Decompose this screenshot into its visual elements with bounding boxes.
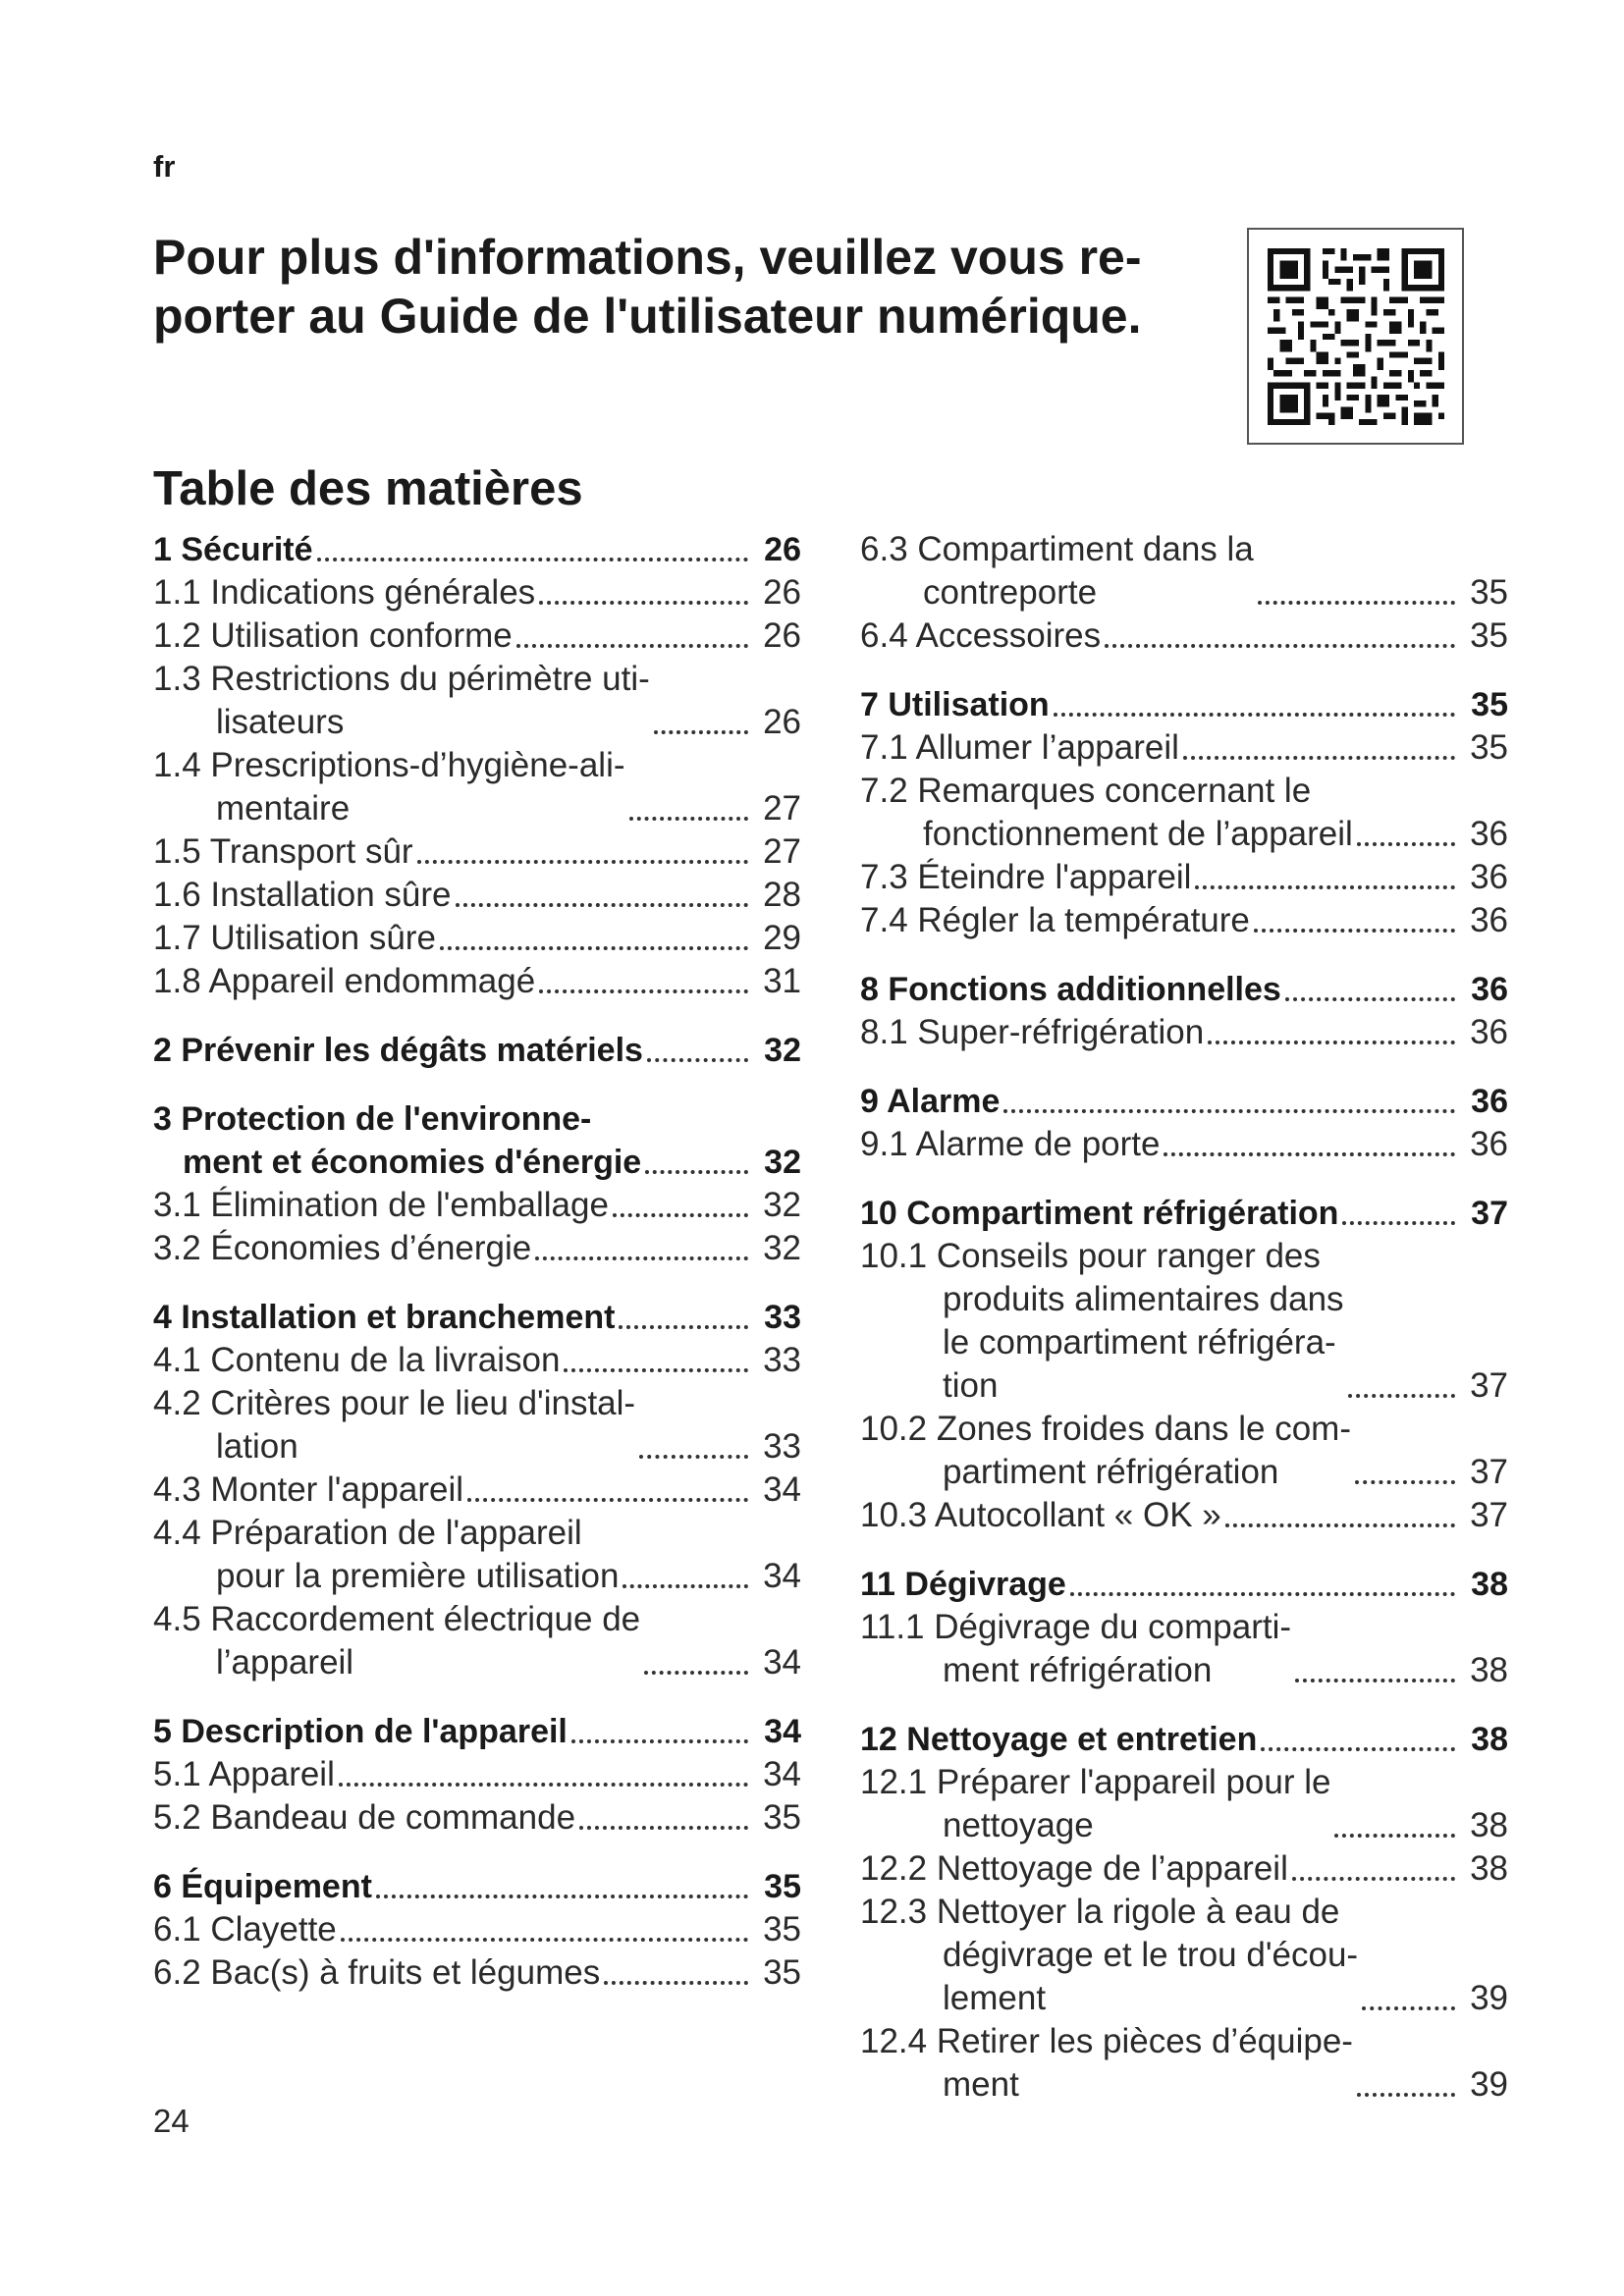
toc-entry[interactable] [153,1512,801,1598]
toc-entry[interactable] [860,899,1508,942]
leader-dots [1054,699,1455,717]
leader-dots [1362,1993,1455,2010]
language-code: fr [153,149,176,184]
toc-page-number: 35 [763,1910,801,1949]
toc-page-number: 34 [763,1643,801,1682]
toc-label: 1.7 Utilisation sûre [153,919,436,957]
leader-dots [1342,1207,1455,1225]
toc-page-number: 35 [1470,573,1508,612]
toc-page-number: 36 [1470,1013,1508,1051]
toc-section-4 [153,1296,801,1684]
toc-page-number: 37 [1470,1496,1508,1534]
leader-dots [629,803,749,821]
leader-dots [619,1311,748,1329]
toc-section-1 [153,528,801,1003]
toc-label: 4.3 Monter l'appareil [153,1470,464,1509]
toc-page-number: 39 [1470,2065,1508,2104]
toc-label: 1.3 Restrictions du périmètre uti- [153,660,650,698]
toc-label-continued: partiment réfrigération [943,1453,1279,1491]
toc-page-number: 38 [1471,1721,1508,1758]
toc-entry[interactable] [860,1123,1508,1166]
toc-label: 7.4 Régler la température [860,901,1250,939]
toc-page-number: 38 [1471,1566,1508,1603]
toc-page-number: 26 [763,703,801,741]
toc-page-number: 35 [1470,616,1508,655]
toc-page-number: 38 [1470,1849,1508,1888]
toc-page-number: 36 [1471,1083,1508,1120]
toc-page-number: 28 [763,876,801,914]
toc-label: 10.1 Conseils pour ranger des [860,1237,1321,1275]
leader-dots [539,976,748,993]
toc-page-number: 34 [764,1713,801,1750]
toc-label: 3.1 Élimination de l'emballage [153,1186,609,1224]
toc-label: 3.2 Économies d’énergie [153,1229,532,1267]
toc-section-11 [860,1563,1508,1692]
toc-entry[interactable] [860,1235,1508,1408]
toc-page-number: 37 [1470,1453,1508,1491]
leader-dots [516,630,748,648]
toc-label: 4.4 Préparation de l'appareil [153,1514,582,1552]
toc-entry[interactable] [153,1951,801,1995]
toc-column-left [153,528,801,2020]
toc-entry[interactable] [860,683,1508,726]
toc-section-3 [153,1097,801,1270]
toc-entry[interactable] [860,1192,1508,1235]
qr-code-icon[interactable] [1247,228,1464,445]
toc-label-continued: ment et économies d'énergie [183,1144,642,1181]
toc-page-number: 37 [1471,1195,1508,1232]
toc-page-number: 26 [763,573,801,612]
toc-page-number: 27 [763,832,801,871]
toc-section-2 [153,1029,801,1072]
toc-entry[interactable] [860,2020,1508,2107]
leader-dots [539,587,748,605]
leader-dots [1183,742,1455,760]
toc-label: 12.1 Préparer l'appareil pour le [860,1763,1331,1801]
leader-dots [613,1200,748,1217]
toc-label-continued: ment [943,2065,1019,2104]
toc-entry[interactable] [860,1494,1508,1537]
toc-page-number: 35 [1470,728,1508,767]
leader-dots [1355,1467,1455,1484]
leader-dots [579,1812,748,1830]
leader-dots [623,1571,748,1588]
leader-dots [1348,1380,1455,1398]
leader-dots [564,1355,748,1372]
toc-page-number: 35 [1471,686,1508,723]
leader-dots [1285,984,1455,1001]
toc-entry[interactable] [153,1184,801,1227]
toc-entry[interactable] [153,1339,801,1382]
toc-entry[interactable] [860,528,1508,614]
leader-dots [417,846,748,864]
leader-dots [317,544,748,561]
headline-line-1: Pour plus d'informations, veuillez vous re- [153,230,1142,285]
toc-page-number: 33 [763,1341,801,1379]
toc-entry[interactable] [153,1796,801,1840]
toc-entry[interactable] [860,1891,1508,2020]
toc-label-continued: lement [943,1979,1047,2017]
toc-page-number: 31 [763,962,801,1000]
leader-dots [456,889,748,907]
toc-label: 1.5 Transport sûr [153,832,413,871]
toc-entry[interactable] [153,528,801,571]
toc-page-number: 29 [763,919,801,957]
toc-label-continued: dégivrage et le trou d'écou- [943,1936,1359,1974]
toc-page-number: 36 [1470,1125,1508,1163]
toc-entry[interactable] [153,1296,801,1339]
toc-label: 10 Compartiment réfrigération [860,1195,1339,1232]
toc-section-6-cont [860,528,1508,658]
toc-label: 1.4 Prescriptions-d’hygiène-ali- [153,746,625,784]
leader-dots [1357,828,1455,846]
toc-label: 12 Nettoyage et entretien [860,1721,1258,1758]
toc-label: 9.1 Alarme de porte [860,1125,1161,1163]
toc-entry[interactable] [860,1606,1508,1692]
toc-page-number: 36 [1471,971,1508,1008]
leader-dots [1261,1734,1455,1751]
leader-dots [1295,1665,1455,1682]
toc-label: 4.1 Contenu de la livraison [153,1341,561,1379]
headline-line-2: porter au Guide de l'utilisateur numérique. [153,289,1142,344]
toc-page-number: 32 [764,1032,801,1069]
toc-page-number: 35 [763,1953,801,1992]
toc-label: 7 Utilisation [860,686,1050,723]
leader-dots [1258,587,1455,605]
toc-entry[interactable] [860,1080,1508,1123]
leader-dots [639,1441,748,1459]
toc-column-right [860,528,1508,2132]
toc-entry[interactable] [153,960,801,1003]
toc-label: 6.1 Clayette [153,1910,337,1949]
leader-dots [604,1967,748,1985]
toc-page-number: 35 [763,1798,801,1837]
leader-dots [571,1726,748,1743]
toc-section-9 [860,1080,1508,1166]
leader-dots [1254,915,1455,933]
toc-label-continued: mentaire [216,789,351,828]
toc-entry[interactable] [153,744,801,830]
leader-dots [644,1657,748,1675]
toc-entry[interactable] [860,856,1508,899]
toc-label: 2 Prévenir les dégâts matériels [153,1032,643,1069]
toc-label: 5.2 Bandeau de commande [153,1798,576,1837]
page-number: 24 [153,2103,189,2139]
toc-label: 1 Sécurité [153,531,313,568]
toc-page-number: 27 [763,789,801,828]
leader-dots [1208,1027,1455,1044]
leader-dots [654,717,748,734]
leader-dots [376,1881,748,1898]
leader-dots [645,1156,748,1174]
toc-page-number: 32 [764,1144,801,1181]
toc-label: 1.8 Appareil endommagé [153,962,536,1000]
toc-page-number: 33 [764,1299,801,1336]
toc-label: 6.2 Bac(s) à fruits et légumes [153,1953,601,1992]
toc-page-number: 32 [763,1229,801,1267]
toc-label: 8 Fonctions additionnelles [860,971,1281,1008]
toc-label-continued: le compartiment réfrigéra- [943,1323,1336,1362]
toc-label: 10.3 Autocollant « OK » [860,1496,1221,1534]
toc-page-number: 38 [1470,1806,1508,1844]
toc-entry[interactable] [153,1227,801,1270]
leader-dots [339,1769,748,1787]
toc-entry[interactable] [860,1011,1508,1054]
toc-title: Table des matières [153,462,583,515]
toc-entry[interactable] [153,614,801,658]
toc-label: 4 Installation et branchement [153,1299,616,1336]
leader-dots [1225,1510,1455,1527]
toc-page-number: 38 [1470,1651,1508,1689]
toc-label-continued: lation [216,1427,298,1466]
toc-page-number: 36 [1470,901,1508,939]
toc-entry[interactable] [153,1908,801,1951]
toc-label-continued: l’appareil [216,1643,354,1682]
leader-dots [1334,1820,1455,1838]
toc-page-number: 35 [764,1868,801,1905]
toc-page-number: 26 [764,531,801,568]
toc-label: 9 Alarme [860,1083,1001,1120]
qr-code-graphic [1268,248,1444,425]
leader-dots [1292,1863,1455,1881]
toc-label-continued: pour la première utilisation [216,1557,620,1595]
toc-label: 6.4 Accessoires [860,616,1102,655]
toc-page-number: 36 [1470,815,1508,853]
toc-label: 6.3 Compartiment dans la [860,530,1254,568]
toc-entry[interactable] [860,1718,1508,1761]
toc-section-12 [860,1718,1508,2107]
leader-dots [1070,1578,1455,1596]
toc-label-continued: ment réfrigération [943,1651,1213,1689]
toc-section-8 [860,968,1508,1054]
toc-label: 11.1 Dégivrage du comparti- [860,1608,1292,1646]
toc-entry[interactable] [153,1097,801,1184]
toc-entry[interactable] [860,770,1508,856]
toc-entry[interactable] [153,1710,801,1753]
toc-label: 8.1 Super-réfrigération [860,1013,1205,1051]
toc-entry[interactable] [153,830,801,874]
toc-page-number: 32 [763,1186,801,1224]
toc-entry[interactable] [153,571,801,614]
toc-label: 5.1 Appareil [153,1755,335,1793]
headline [153,228,1194,346]
toc-label: 12.4 Retirer les pièces d’équipe- [860,2022,1353,2060]
toc-entry[interactable] [153,1865,801,1908]
leader-dots [341,1924,748,1942]
toc-section-7 [860,683,1508,942]
toc-label-continued: lisateurs [216,703,345,741]
toc-label: 5 Description de l'appareil [153,1713,568,1750]
toc-page-number: 39 [1470,1979,1508,2017]
toc-label: 1.6 Installation sûre [153,876,452,914]
toc-label-continued: fonctionnement de l’appareil [923,815,1353,853]
toc-label-continued: tion [943,1366,999,1405]
toc-entry[interactable] [153,1382,801,1468]
toc-label: 6 Équipement [153,1868,372,1905]
leader-dots [1003,1095,1455,1113]
toc-label: 12.2 Nettoyage de l’appareil [860,1849,1288,1888]
leader-dots [467,1484,748,1502]
toc-entry[interactable] [860,1761,1508,1847]
toc-page-number: 34 [763,1755,801,1793]
toc-page-number: 34 [763,1557,801,1595]
toc-label: 4.5 Raccordement électrique de [153,1600,641,1638]
leader-dots [440,933,748,950]
toc-label: 4.2 Critères pour le lieu d'instal- [153,1384,636,1422]
toc-entry[interactable] [860,614,1508,658]
toc-label: 7.1 Allumer l’appareil [860,728,1179,767]
toc-label: 7.3 Éteindre l'appareil [860,858,1192,896]
toc-page-number: 37 [1470,1366,1508,1405]
toc-entry[interactable] [860,968,1508,1011]
toc-entry[interactable] [153,874,801,917]
toc-entry[interactable] [153,1598,801,1684]
toc-entry[interactable] [153,1029,801,1072]
toc-label: 7.2 Remarques concernant le [860,772,1312,810]
leader-dots [1105,630,1455,648]
toc-entry[interactable] [860,1408,1508,1494]
leader-dots [647,1044,748,1062]
toc-label: 3 Protection de l'environne- [153,1100,592,1138]
toc-entry[interactable] [860,1847,1508,1891]
toc-section-5 [153,1710,801,1840]
toc-label: 11 Dégivrage [860,1566,1066,1603]
toc-label: 1.1 Indications générales [153,573,536,612]
toc-label-continued: produits alimentaires dans [943,1280,1344,1318]
toc-entry[interactable] [153,658,801,744]
leader-dots [1357,2079,1455,2097]
toc-entry[interactable] [153,1468,801,1512]
toc-label-continued: nettoyage [943,1806,1094,1844]
toc-section-10 [860,1192,1508,1537]
toc-label: 1.2 Utilisation conforme [153,616,513,655]
toc-entry[interactable] [860,726,1508,770]
toc-label-continued: contreporte [923,573,1098,612]
toc-page-number: 34 [763,1470,801,1509]
toc-entry[interactable] [153,917,801,960]
toc-entry[interactable] [153,1753,801,1796]
toc-page-number: 33 [763,1427,801,1466]
toc-section-6 [153,1865,801,1995]
leader-dots [1195,872,1455,889]
toc-entry[interactable] [860,1563,1508,1606]
toc-page-number: 36 [1470,858,1508,896]
toc-label: 10.2 Zones froides dans le com- [860,1410,1351,1448]
leader-dots [535,1243,748,1260]
leader-dots [1164,1139,1455,1156]
toc-page-number: 26 [763,616,801,655]
toc-label: 12.3 Nettoyer la rigole à eau de [860,1893,1340,1931]
